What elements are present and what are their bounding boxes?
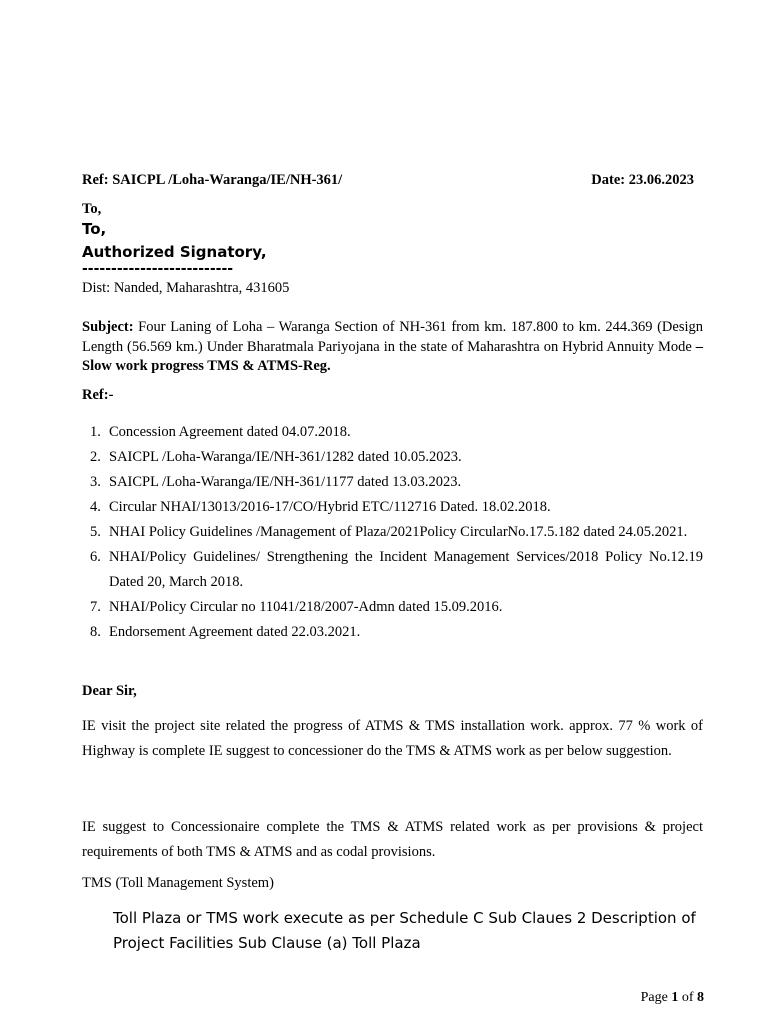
reference-item: 4. Circular NHAI/13013/2016-17/CO/Hybrid ETC/112716 Dated. 18.02.2018. xyxy=(90,499,551,515)
reference-item: 7. NHAI/Policy Circular no 11041/218/2007-Admn dated 15.09.2016. xyxy=(90,599,503,615)
tms-description: Toll Plaza or TMS work execute as per Schedule C Sub Claues 2 Description of Project Facilities Sub Clause (a) Toll Plaza xyxy=(113,909,696,952)
total-pages-number: 8 xyxy=(697,990,704,1005)
reference-item: 2. SAICPL /Loha-Waranga/IE/NH-361/1282 dated 10.05.2023. xyxy=(90,449,462,465)
reference-number: Ref: SAICPL /Loha-Waranga/IE/NH-361/ xyxy=(82,172,343,188)
reference-item: 8. Endorsement Agreement dated 22.03.2021. xyxy=(90,624,361,640)
of-word: of xyxy=(681,990,694,1005)
references-list xyxy=(82,420,703,645)
reference-item: 1. Concession Agreement dated 04.07.2018. xyxy=(90,424,351,440)
address-dashes: -------------------------- xyxy=(82,261,234,277)
tms-heading: TMS (Toll Management System) xyxy=(82,875,274,891)
authorized-signatory: Authorized Signatory, xyxy=(82,243,267,261)
subject-paragraph xyxy=(82,318,703,377)
page-footer xyxy=(641,990,704,1006)
letter-date: Date: 23.06.2023 xyxy=(591,172,694,188)
to-line-1: To, xyxy=(82,201,102,217)
address-district: Dist: Nanded, Maharashtra, 431605 xyxy=(82,280,290,296)
reference-item: 5. NHAI Policy Guidelines /Management of Plaza/2021Policy CircularNo.17.5.182 dated 24.05.2021. xyxy=(90,524,688,540)
references-heading: Ref:- xyxy=(82,387,114,403)
subject-bold-tail: –Slow work progress TMS & ATMS-Reg. xyxy=(82,338,703,374)
body-paragraph-1: IE visit the project site related the progress of ATMS & TMS installation work. approx. 77 % work of Highway is complete IE suggest to concessioner do the TMS & ATMS work as per below suggestion. xyxy=(82,718,703,759)
body-paragraph-2: IE suggest to Concessionaire complete the TMS & ATMS related work as per provisions & project requirements of both TMS & ATMS and as codal provisions. xyxy=(82,819,703,860)
subject-text: Four Laning of Loha – Waranga Section of NH-361 from km. 187.800 to km. 244.369 (Design Length (56.569 km.) Under Bharatmala Pariyojana in the state of Maharashtra on Hybrid Annuity Mode xyxy=(82,319,703,355)
subject-label: Subject: xyxy=(82,319,134,335)
salutation: Dear Sir, xyxy=(82,683,137,699)
to-line-2: To, xyxy=(82,220,107,238)
reference-item: 6. NHAI/Policy Guidelines/ Strengthening the Incident Management Services/2018 Policy No.12.19 Dated 20, March 2018. xyxy=(90,549,703,590)
reference-header xyxy=(82,172,702,192)
page-word: Page xyxy=(640,990,668,1005)
current-page-number: 1 xyxy=(671,990,679,1005)
reference-item: 3. SAICPL /Loha-Waranga/IE/NH-361/1177 dated 13.03.2023. xyxy=(90,474,462,490)
